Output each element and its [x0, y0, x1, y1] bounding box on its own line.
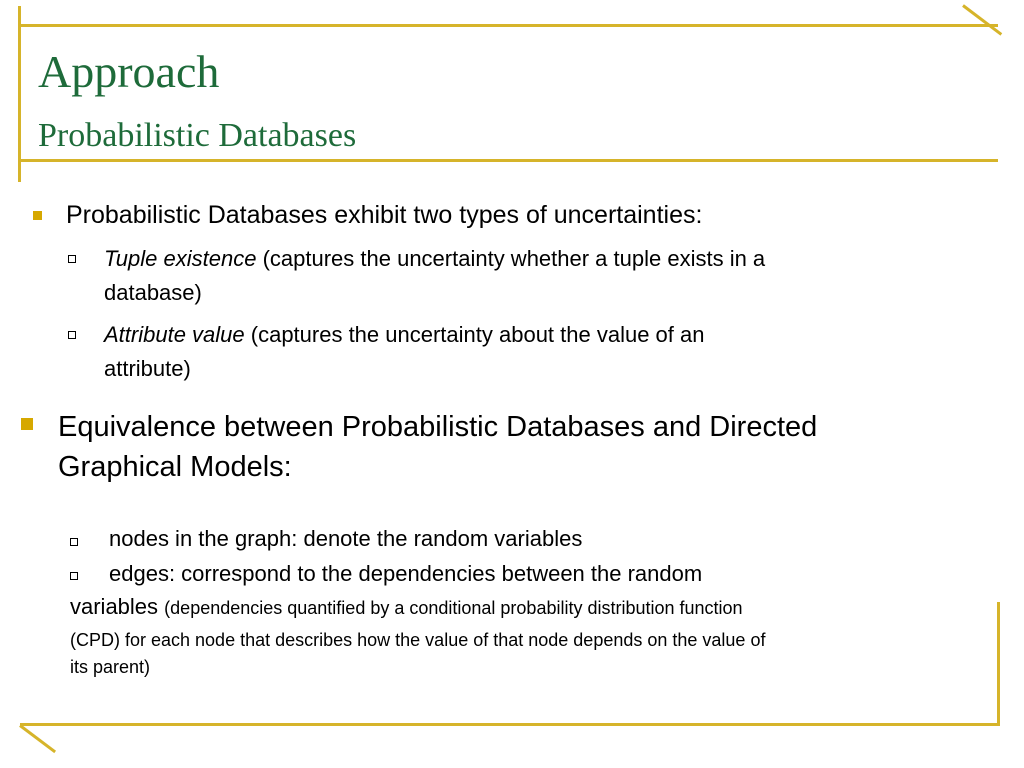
bullet-text: Equivalence between Probabilistic Databases and Directed Graphical Models: — [58, 411, 818, 483]
frame-right-line — [997, 602, 1000, 726]
frame-corner-bottom-left — [19, 724, 56, 753]
bullet-marker — [33, 211, 42, 220]
frame-top-line — [20, 24, 998, 27]
bullet-text: Probabilistic Databases exhibit two types of uncertainties: — [66, 201, 703, 229]
note-text: (CPD) for each node that describes how the value of that node depends on the value of — [70, 630, 766, 650]
italic-term: Tuple existence — [104, 246, 257, 271]
sub-bullet-text: nodes in the graph: denote the random variables — [109, 526, 583, 551]
slide-title: Approach — [38, 46, 220, 97]
slide-subtitle: Probabilistic Databases — [38, 117, 357, 154]
title-underline — [20, 159, 998, 162]
sub-bullet-text: Attribute value (captures the uncertainty about the value of an attribute) — [104, 322, 705, 381]
sub-bullet-marker — [68, 255, 76, 263]
sub-bullet-text: Tuple existence (captures the uncertainty whether a tuple exists in a database) — [104, 246, 766, 305]
bullet-marker — [21, 418, 33, 430]
sub-bullet-marker — [70, 572, 78, 580]
note-text: its parent) — [70, 657, 151, 677]
sub-bullet-marker — [68, 331, 76, 339]
sub-bullet-marker — [70, 538, 78, 546]
sub-bullet-continuation: variables (dependencies quantified by a conditional probability distribution function — [70, 594, 743, 619]
sub-bullet-text: edges: correspond to the dependencies between the random — [109, 561, 703, 586]
italic-term: Attribute value — [104, 322, 245, 347]
frame-corner-top-right — [962, 4, 1002, 35]
frame-bottom-line — [20, 723, 998, 726]
frame-left-line — [18, 6, 21, 182]
